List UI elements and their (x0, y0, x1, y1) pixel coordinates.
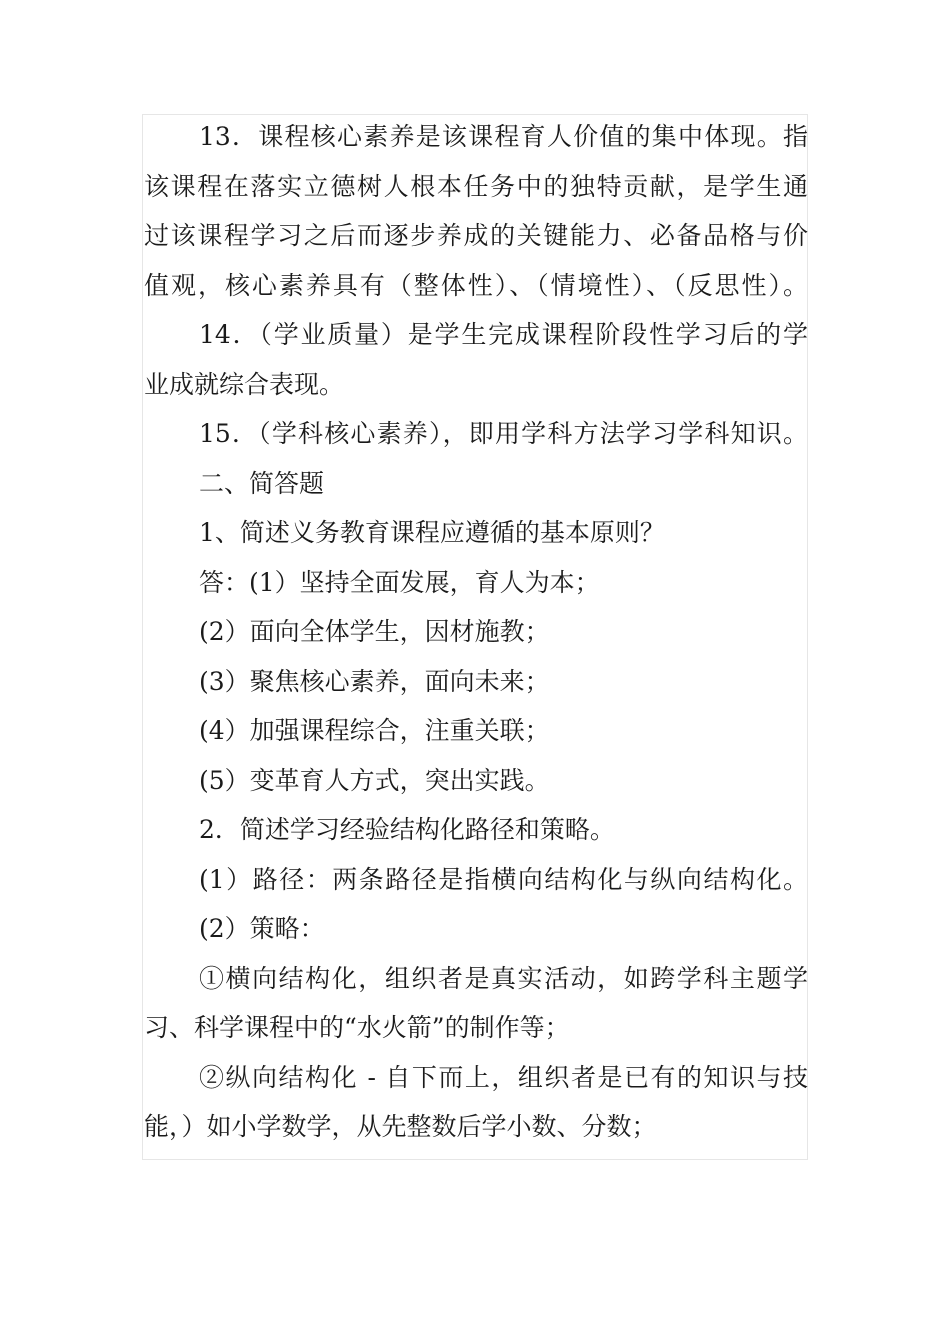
text-line: (1）路径：两条路径是指横向结构化与纵向结构化。 (199, 864, 808, 894)
text-line: 过该课程学习之后而逐步养成的关键能力、必备品格与价 (144, 221, 808, 250)
text-line: 14．（学业质量）是学生完成课程阶段性学习后的学 (199, 320, 808, 349)
text-line: 习、科学课程中的“水火箭”的制作等； (144, 1013, 570, 1042)
text-line: 2．简述学习经验结构化路径和策略。 (199, 815, 615, 844)
text-line: 能，）如小学数学，从先整数后学小数、分数； (144, 1112, 657, 1141)
text-line: 业成就综合表现。 (144, 369, 345, 399)
text-line: (2）策略： (199, 914, 325, 943)
document-body (144, 112, 808, 1152)
text-line: 答：(1）坚持全面发展，育人为本； (199, 567, 600, 597)
text-line: 二、简答题 (199, 468, 325, 498)
text-line: 值观，核心素养具有（整体性）、（情境性）、（反思性）。 (144, 270, 808, 300)
text-line: 13．课程核心素养是该课程育人价值的集中体现。指 (199, 122, 808, 151)
text-line: 该课程在落实立德树人根本任务中的独特贡献，是学生通 (144, 171, 808, 201)
text-line: (5）变革育人方式，突出实践。 (199, 765, 550, 795)
text-line: 15．（学科核心素养），即用学科方法学习学科知识。 (199, 419, 808, 448)
text-line: (2）面向全体学生，因材施教； (199, 617, 550, 646)
text-line: ②纵向结构化 - 自下而上，组织者是已有的知识与技 (199, 1062, 808, 1092)
text-line: ①横向结构化，组织者是真实活动，如跨学科主题学 (199, 963, 808, 993)
text-line: 1、简述义务教育课程应遵循的基本原则？ (199, 518, 665, 547)
text-line: (3）聚焦核心素养，面向未来； (199, 666, 550, 696)
text-line: (4）加强课程综合，注重关联； (199, 716, 550, 745)
